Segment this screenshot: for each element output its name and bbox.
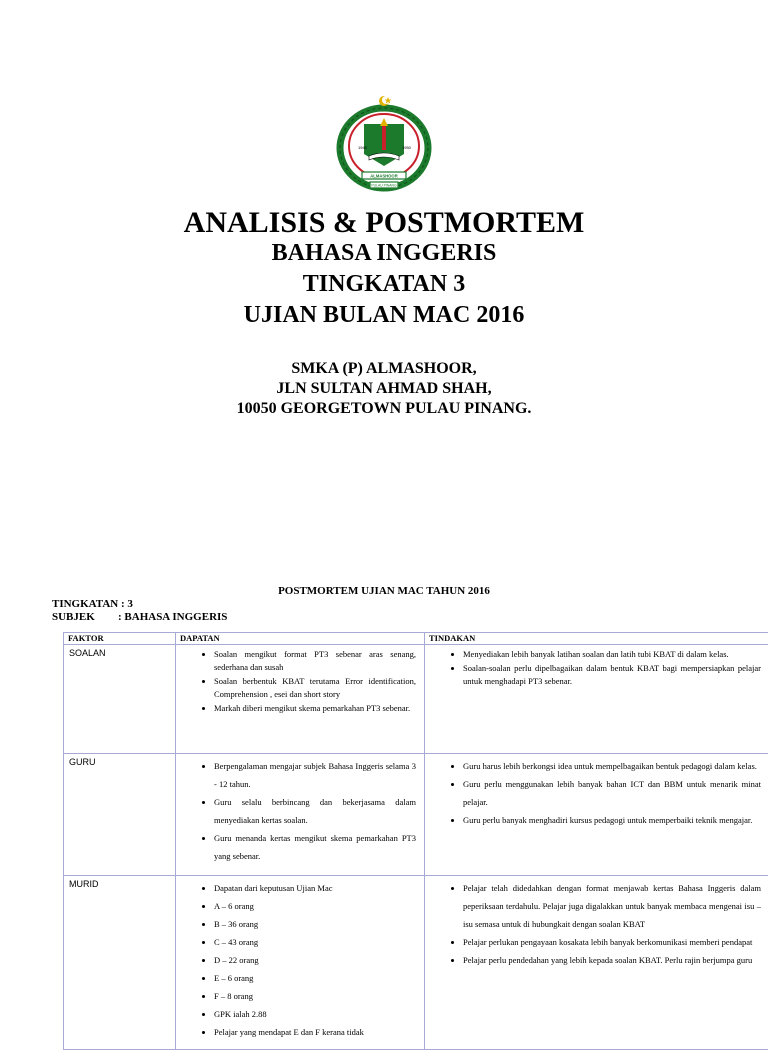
tingkatan-label: TINGKATAN :	[52, 598, 125, 610]
list-item: • A – 6 orang	[214, 897, 416, 915]
list-item: • Soalan berbentuk KBAT terutama Error identification, Comprehension , esei dan short story	[214, 675, 416, 701]
list-item: • Soalan mengikut format PT3 sebenar aras senang, sederhana dan susah	[214, 648, 416, 674]
table-row	[64, 876, 768, 1050]
header-dapatan: DAPATAN	[176, 633, 425, 645]
list-item: • Berpengalaman mengajar subjek Bahasa Inggeris selama 3 - 12 tahun.	[214, 757, 416, 793]
svg-text:1940: 1940	[358, 145, 368, 150]
list-item: • Markah diberi mengikut skema pemarkahan PT3 sebenar.	[214, 702, 416, 715]
list-item: • Menyediakan lebih banyak latihan soalan dan latih tubi KBAT di dalam kelas.	[463, 648, 761, 661]
list-item: • Pelajar perlu pendedahan yang lebih kepada soalan KBAT. Perlu rajin berjumpa guru	[463, 951, 761, 969]
dapatan-cell	[176, 645, 425, 754]
svg-text:1950: 1950	[402, 145, 412, 150]
dapatan-cell	[176, 876, 425, 1050]
tingkatan-value: 3	[127, 598, 133, 610]
exam-heading: UJIAN BULAN MAC 2016	[0, 302, 768, 329]
table-row	[64, 645, 768, 754]
table-row	[64, 754, 768, 876]
list-item: • Guru harus lebih berkongsi idea untuk mempelbagaikan bentuk pedagogi dalam kelas.	[463, 757, 761, 775]
header-faktor: FAKTOR	[64, 633, 176, 645]
subjek-line	[52, 611, 227, 623]
tingkatan-line	[52, 598, 133, 610]
header-tindakan: TINDAKAN	[425, 633, 768, 645]
form-heading: TINGKATAN 3	[0, 271, 768, 298]
list-item: • Guru menanda kertas mengikut skema pemarkahan PT3 yang sebenar.	[214, 829, 416, 865]
list-item: • Guru selalu berbincang dan bekerjasama dalam menyediakan kertas soalan.	[214, 793, 416, 829]
postmortem-table	[63, 632, 768, 1050]
subjek-label: SUBJEK	[52, 611, 118, 623]
list-item: • D – 22 orang	[214, 951, 416, 969]
subjek-value: : BAHASA INGGERIS	[118, 611, 227, 623]
school-city: 10050 GEORGETOWN PULAU PINANG.	[0, 400, 768, 418]
list-item: • F – 8 orang	[214, 987, 416, 1005]
faktor-cell: MURID	[64, 876, 176, 1050]
subject-heading: BAHASA INGGERIS	[0, 240, 768, 267]
postmortem-heading: POSTMORTEM UJIAN MAC TAHUN 2016	[0, 585, 768, 597]
school-name: SMKA (P) ALMASHOOR,	[0, 360, 768, 378]
tindakan-cell	[425, 645, 768, 754]
document-title: ANALISIS & POSTMORTEM	[0, 206, 768, 240]
school-street: JLN SULTAN AHMAD SHAH,	[0, 380, 768, 398]
list-item: • E – 6 orang	[214, 969, 416, 987]
svg-text:PULAU PINANG: PULAU PINANG	[371, 184, 397, 188]
tindakan-cell	[425, 754, 768, 876]
list-item: • Guru perlu menggunakan lebih banyak bahan ICT dan BBM untuk menarik minat pelajar.	[463, 775, 761, 811]
list-item: • GPK ialah 2.88	[214, 1005, 416, 1023]
faktor-cell: GURU	[64, 754, 176, 876]
faktor-cell: SOALAN	[64, 645, 176, 754]
list-item: • Pelajar yang mendapat E dan F kerana tidak	[214, 1023, 416, 1041]
dapatan-cell	[176, 754, 425, 876]
list-item: • Dapatan dari keputusan Ujian Mac	[214, 879, 416, 897]
list-item: • C – 43 orang	[214, 933, 416, 951]
table-header-row	[64, 633, 768, 645]
list-item: • B – 36 orang	[214, 915, 416, 933]
list-item: • Soalan-soalan perlu dipelbagaikan dalam bentuk KBAT bagi mempersiapkan pelajar untuk menghadapi PT3 sebenar.	[463, 662, 761, 688]
svg-text:ALMASHOOR: ALMASHOOR	[370, 174, 397, 179]
tindakan-cell	[425, 876, 768, 1050]
list-item: • Pelajar telah didedahkan dengan format menjawab kertas Bahasa Inggeris dalam peperiksaan terdahulu. Pelajar juga digalakkan untuk banyak membaca mengenai isu – isu semasa untuk di hubungkait dengan soalan KBAT	[463, 879, 761, 933]
list-item: • Pelajar perlukan pengayaan kosakata lebih banyak berkomunikasi memberi pendapat	[463, 933, 761, 951]
list-item: • Guru perlu banyak menghadiri kursus pedagogi untuk memperbaiki teknik mengajar.	[463, 811, 761, 829]
school-crest-logo	[336, 94, 432, 194]
